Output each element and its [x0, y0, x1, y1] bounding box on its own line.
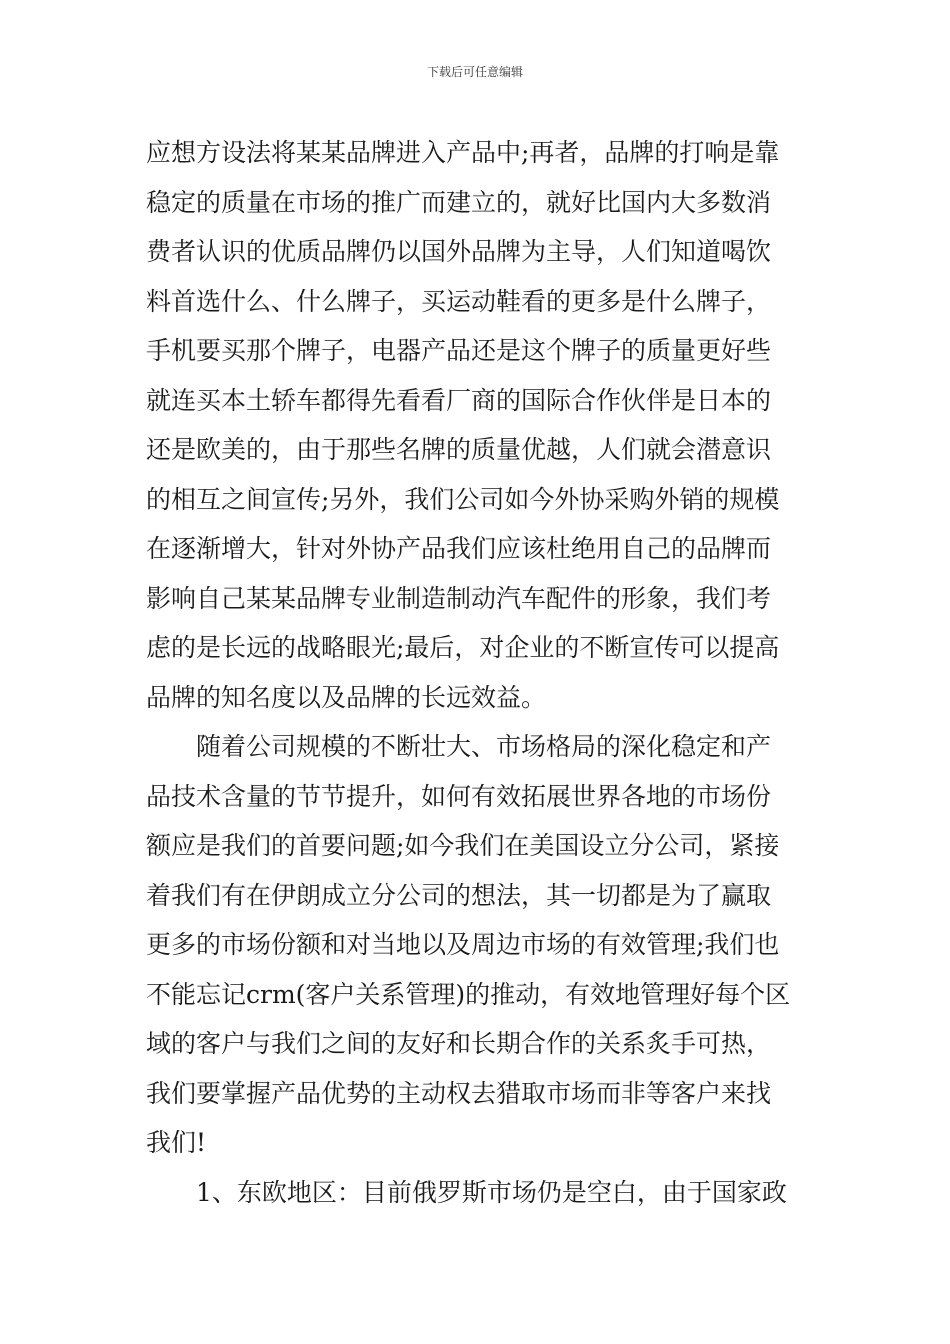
text-line: 我们要掌握产品优势的主动权去猎取市场而非等客户来找 [146, 1078, 772, 1108]
text-line: 1、东欧地区：目前俄罗斯市场仍是空白，由于国家政 [196, 1177, 787, 1207]
text-line: 更多的市场份额和对当地以及周边市场的有效管理;我们也 [146, 930, 780, 959]
text-line: 在逐渐增大，针对外协产品我们应该杜绝用自己的品牌而 [146, 534, 772, 563]
text-line: 的相互之间宣传;另外，我们公司如今外协采购外销的规模 [146, 484, 780, 514]
text-line: 影响自己某某品牌专业制造制动汽车配件的形象，我们考 [146, 583, 772, 613]
text-line: 手机要买那个牌子，电器产品还是这个牌子的质量更好些 [146, 336, 772, 365]
paragraph [146, 128, 816, 722]
text-line: 稳定的质量在市场的推广而建立的，就好比国内大多数消 [146, 187, 772, 217]
document-body [146, 128, 816, 1217]
page-header: 下载后可任意编辑 [426, 65, 523, 79]
text-line: 应想方设法将某某品牌进入产品中;再者，品牌的打响是靠 [146, 138, 780, 167]
text-line: 还是欧美的，由于那些名牌的质量优越，人们就会潜意识 [146, 435, 772, 464]
text-line: 随着公司规模的不断壮大、市场格局的深化稳定和产 [196, 732, 772, 761]
paragraph [146, 722, 816, 1168]
text-line: 就连买本土轿车都得先看看厂商的国际合作伙伴是日本的 [146, 385, 772, 415]
text-line: 不能忘记crm(客户关系管理)的推动，有效地管理好每个区 [146, 979, 791, 1009]
text-line: 着我们有在伊朗成立分公司的想法，其一切都是为了赢取 [146, 880, 772, 910]
paragraph [146, 1168, 816, 1218]
text-line: 品牌的知名度以及品牌的长远效益。 [146, 682, 547, 712]
text-line: 费者认识的优质品牌仍以国外品牌为主导，人们知道喝饮 [146, 237, 772, 266]
text-line: 我们! [146, 1128, 207, 1157]
text-line: 品技术含量的节节提升，如何有效拓展世界各地的市场份 [146, 781, 772, 811]
text-line: 额应是我们的首要问题;如今我们在美国设立分公司，紧接 [146, 831, 780, 860]
text-line: 虑的是长远的战略眼光;最后，对企业的不断宣传可以提高 [146, 633, 780, 662]
text-line: 料首选什么、什么牌子，买运动鞋看的更多是什么牌子， [146, 286, 772, 316]
text-line: 域的客户与我们之间的友好和长期合作的关系炙手可热， [146, 1029, 772, 1058]
